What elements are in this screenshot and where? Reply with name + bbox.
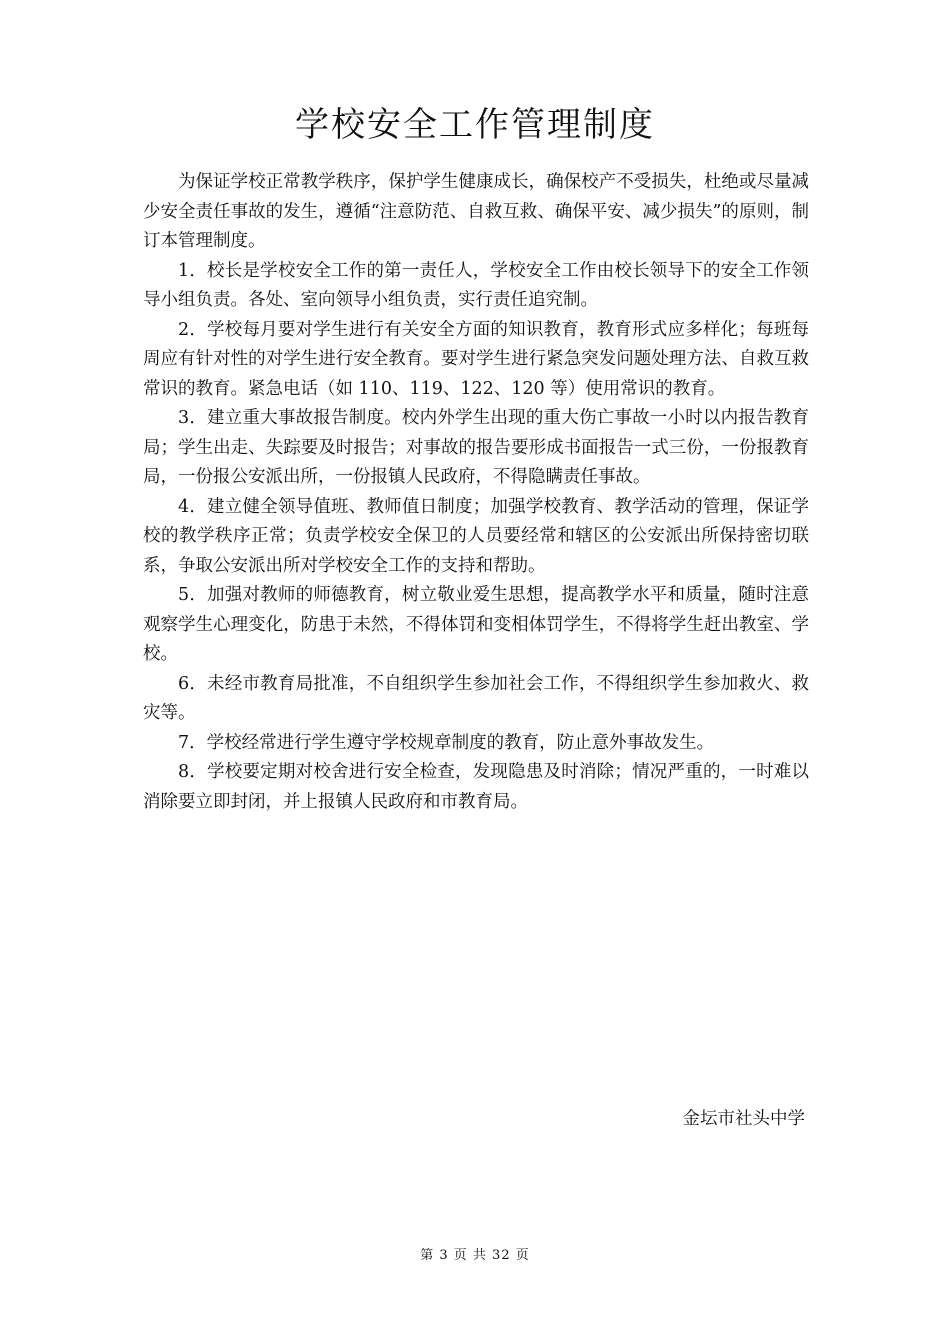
rule-paragraph-6: 6．未经市教育局批准，不自组织学生参加社会工作，不得组织学生参加救火、救灾等。	[143, 673, 809, 723]
document-body	[143, 168, 809, 817]
page-number-footer: 第 3 页 共 32 页	[420, 1248, 530, 1263]
rule-paragraph-7: 7．学校经常进行学生遵守学校规章制度的教育，防止意外事故发生。	[178, 732, 715, 753]
signature: 金坛市社头中学	[682, 1109, 805, 1129]
rule-paragraph-5: 5．加强对教师的师德教育，树立敬业爱生思想，提高教学水平和质量，随时注意观察学生心理变化，防患于未然，不得体罚和变相体罚学生，不得将学生赶出教室、学校。	[143, 585, 809, 664]
intro-paragraph: 为保证学校正常教学秩序，保护学生健康成长，确保校产不受损失，杜绝或尽量减少安全责任事故的发生，遵循“注意防范、自救互救、确保平安、减少损失”的原则，制订本管理制度。	[143, 172, 809, 251]
page-title: 学校安全工作管理制度	[295, 105, 655, 145]
rule-paragraph-2: 2．学校每月要对学生进行有关安全方面的知识教育，教育形式应多样化；每班每周应有针对性的对学生进行安全教育。要对学生进行紧急突发问题处理方法、自救互救常识的教育。紧急电话（如 110、119、122、120 等）使用常识的教育。	[143, 319, 809, 399]
rule-paragraph-3: 3．建立重大事故报告制度。校内外学生出现的重大伤亡事故一小时以内报告教育局；学生出走、失踪要及时报告；对事故的报告要形成书面报告一式三份，一份报教育局，一份报公安派出所，一份报镇人民政府，不得隐瞒责任事故。	[143, 408, 809, 487]
rule-paragraph-8: 8．学校要定期对校舍进行安全检查，发现隐患及时消除；情况严重的，一时难以消除要立即封闭，并上报镇人民政府和市教育局。	[143, 762, 809, 812]
rule-paragraph-1: 1．校长是学校安全工作的第一责任人，学校安全工作由校长领导下的安全工作领导小组负责。各处、室向领导小组负责，实行责任追究制。	[143, 260, 809, 310]
rule-paragraph-4: 4．建立健全领导值班、教师值日制度；加强学校教育、教学活动的管理，保证学校的教学秩序正常；负责学校安全保卫的人员要经常和辖区的公安派出所保持密切联系，争取公安派出所对学校安全工作的支持和帮助。	[143, 496, 809, 576]
